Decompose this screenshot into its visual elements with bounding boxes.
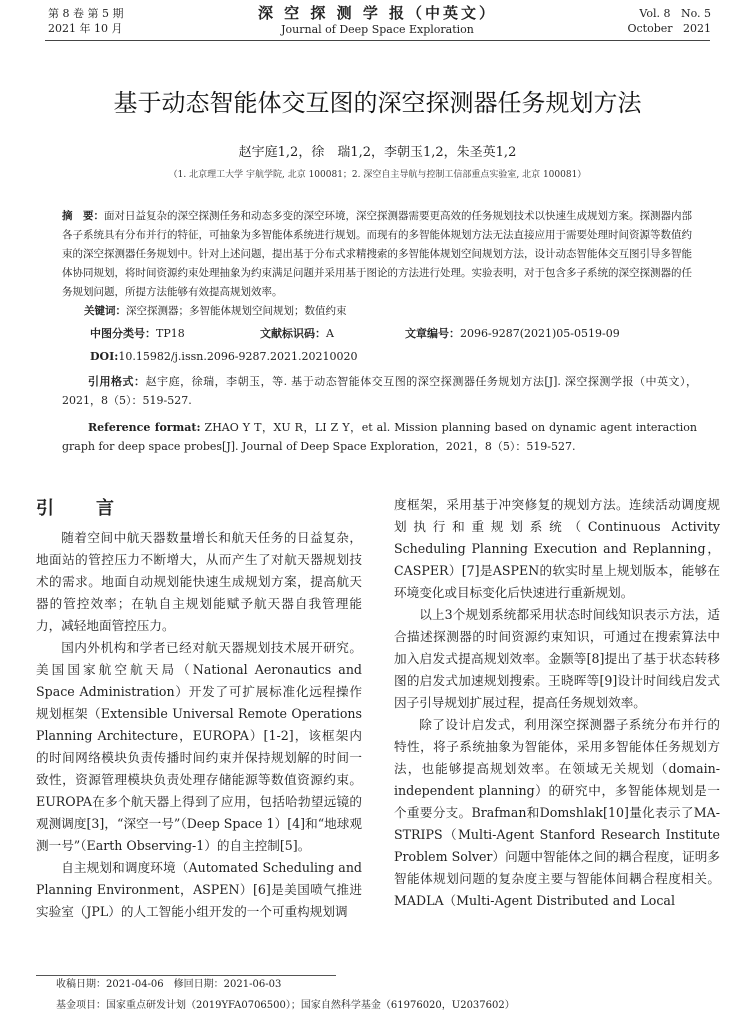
left-column	[36, 527, 362, 923]
section-heading: 引 言	[36, 498, 126, 519]
right-column	[394, 494, 720, 912]
header-center	[200, 4, 555, 37]
paragraph: 随着空间中航天器数量增长和航天任务的日益复杂，地面站的管控压力不断增大，从而产生了对航天器规划技术的需求。地面自动规划能快速生成规划方案，提高航天器的管控效率；在轨自主规划能赋予航天器自我管理能力，减轻地面管控压力。	[36, 530, 362, 633]
abstract-label: 摘 要：	[62, 210, 104, 222]
authors-text: 赵宇庭1,2，徐 瑞1,2，李朝玉1,2，朱圣英1,2	[238, 145, 517, 160]
paragraph: 除了设计启发式，利用深空探测器子系统分布并行的特性，将子系统抽象为智能体，采用多智能体任务规划方法，也能够提高规划效率。在领域无关规划（domain-independent planning）的研究中，多智能体规划是一个重要分支。Brafman和Domshlak[10]量化表示了MA-STRIPS（Multi-Agent Stanford Research Institute Problem Solver）问题中智能体之间的耦合程度，证明多智能体规划问题的复杂度主要与智能体间耦合程度相关。MADLA（Multi-Agent Distributed and Local	[394, 717, 720, 908]
paragraph: 度框架，采用基于冲突修复的规划方法。连续活动调度规划执行和重规划系统（Continuous Activity Scheduling Planning Execution and Replanning，CASPER）[7]是ASPEN的软实时星上规划版本，能够在环境变化或目标变化后快速进行重新规划。	[394, 497, 720, 600]
citation-cn: 引用格式：赵宇庭，徐瑞，李朝玉，等. 基于动态智能体交互图的深空探测器任务规划方法[J]. 深空探测学报（中英文），2021，8（5）：519-527.	[62, 375, 698, 407]
header-rule	[45, 40, 710, 41]
keywords-label: 关键词：	[84, 305, 126, 317]
citation-en: Reference format: ZHAO Y T，XU R，LI Z Y，et al. Mission planning based on dynamic agent interaction graph for deep space probes[J]. Journal of Deep Space Exploration，2021，8（5）：519-527.	[62, 421, 697, 453]
paper-title: 基于动态智能体交互图的深空探测器任务规划方法	[113, 89, 642, 117]
journal-title-cn: 深 空 探 测 学 报（中英文）	[257, 4, 498, 22]
header-volume-en: Vol. 8 No. 5	[639, 7, 711, 20]
affiliation: （1. 北京理工大学 宇航学院, 北京 100081；2. 深空自主导航与控制工信部重点实验室, 北京 100081）	[168, 170, 587, 180]
abstract	[62, 207, 692, 302]
header-left	[48, 6, 123, 36]
header-date-cn: 2021 年 10 月	[48, 22, 123, 35]
keywords-text: 深空探测器；多智能体规划空间规划；数值约束	[126, 305, 347, 317]
keywords	[84, 302, 694, 321]
doi-value: 10.15982/j.issn.2096-9287.2021.20210020	[118, 350, 358, 363]
journal-title-en: Journal of Deep Space Exploration	[281, 23, 474, 36]
footnote-received: 收稿日期：2021-04-06 修回日期：2021-06-03	[56, 979, 282, 990]
header-volume-cn: 第 8 卷 第 5 期	[48, 7, 124, 20]
doi: DOI:10.15982/j.issn.2096-9287.2021.20210020	[90, 350, 358, 363]
footnote-fund: 基金项目：国家重点研发计划（2019YFA0706500）；国家自然科学基金（61976020，U2037602）	[56, 1000, 515, 1011]
abstract-text: 面对日益复杂的深空探测任务和动态多变的深空环境，深空探测器需要更高效的任务规划技术以快速生成规划方案。探测器内部各子系统具有分布并行的特征，可抽象为多智能体系统进行规划。而现有的多智能体规划方法无法直接应用于需要处理时间资源等数值约束的深空探测器任务规划中。针对上述问题，提出基于分布式求精搜索的多智能体规划空间规划方法，设计动态智能体交互图引导多智能体协同规划，将时间资源约束处理抽象为约束满足问题并采用基于图论的方法进行处理。实验表明，对于包含多子系统的深空探测器的任务规划问题，所提方法能够有效提高规划效率。	[62, 210, 692, 298]
document-code: 文献标识码：A	[260, 327, 334, 340]
clc-number: 中图分类号：TP18	[90, 327, 185, 340]
article-number: 文章编号：2096-9287(2021)05-0519-09	[405, 327, 620, 340]
header-date-en: October 2021	[627, 22, 711, 35]
author-list	[40, 144, 715, 162]
paragraph: 国内外机构和学者已经对航天器规划技术展开研究。美国国家航空航天局（National Aeronautics and Space Administration）开发了可扩展标准化远程操作规划框架（Extensible Universal Remote Operations Planning Architecture，EUROPA）[1-2]，该框架内的时间网络模块负责传播时间约束并保持规划解的时间一致性，资源管理模块负责处理存储能源等数值资源约束。EUROPA在多个航天器上得到了应用，包括哈勃望远镜的观测调度[3]，“深空一号”（Deep Space 1）[4]和“地球观测一号”（Earth Observing-1）的自主控制[5]。	[36, 640, 362, 853]
header-right	[571, 6, 711, 36]
paragraph: 自主规划和调度环境（Automated Scheduling and Planning Environment，ASPEN）[6]是美国喷气推进实验室（JPL）的人工智能小组开发的一个可重构规划调	[36, 860, 362, 919]
paragraph: 以上3个规划系统都采用状态时间线知识表示方法，适合描述探测器的时间资源约束知识，可通过在搜索算法中加入启发式提高规划效率。金颢等[8]提出了基于状态转移图的启发式加速规划搜索。王晓晖等[9]设计时间线启发式因子引导规划扩展过程，提高任务规划效率。	[394, 607, 720, 710]
